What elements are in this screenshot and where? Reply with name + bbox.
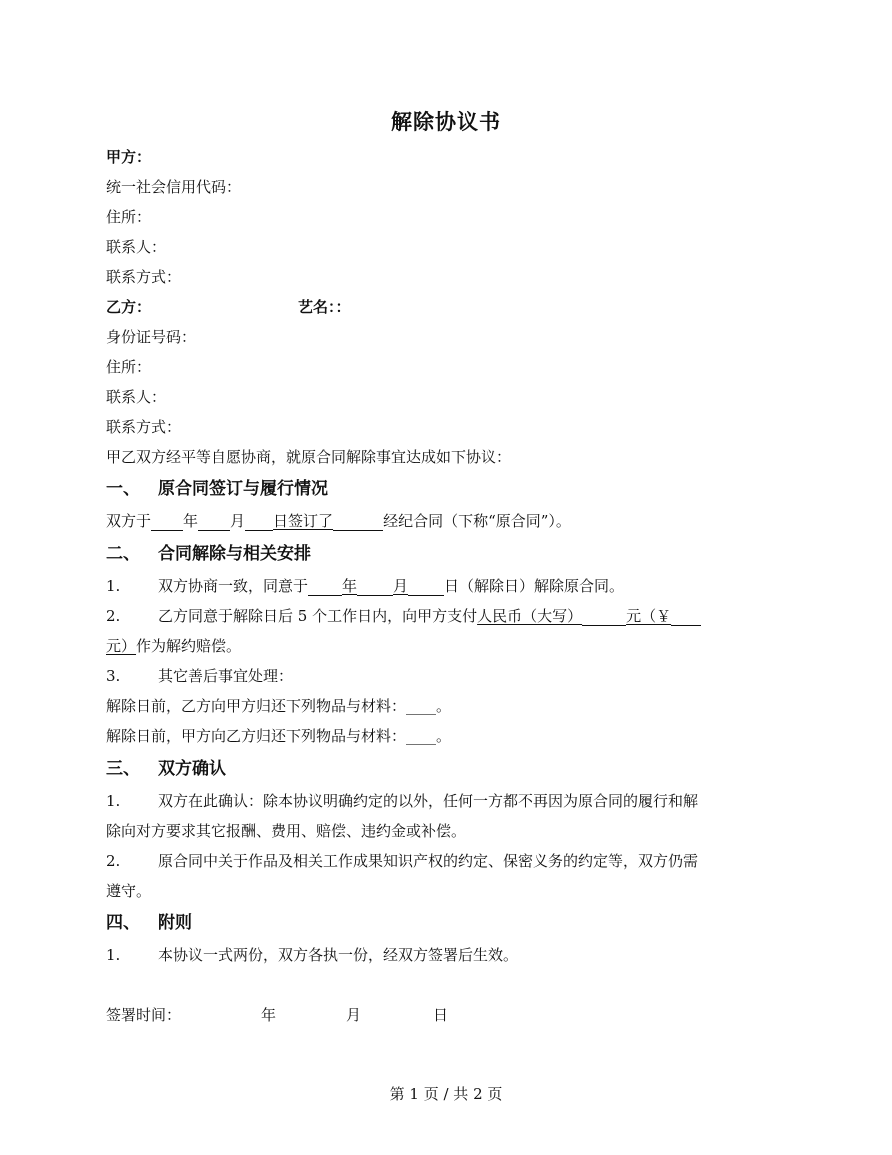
section-1-heading (106, 478, 328, 500)
party-a-label: 甲方： (106, 148, 152, 166)
item-number: 1. (106, 946, 121, 964)
section-4-item-1 (106, 945, 518, 965)
section-2-item-3 (106, 666, 293, 686)
party-a-contact-person: 联系人： (106, 238, 167, 256)
section-4-title: 附则 (158, 913, 192, 933)
text-fragment: 年 (183, 512, 199, 530)
blank-underline (333, 514, 383, 531)
item-number: 1. (106, 577, 121, 595)
section-2-return-line-1: 解除日前，乙方向甲方归还下列物品与材料：____。 (106, 697, 452, 715)
page-footer: 第 1 页 / 共 2 页 (389, 1085, 503, 1103)
party-a-credit-code: 统一社会信用代码： (106, 178, 242, 196)
party-b-address: 住所： (106, 358, 152, 376)
party-b-contact-info: 联系方式： (106, 418, 182, 436)
party-b-label: 乙方： (106, 298, 152, 316)
section-2-item-1 (106, 576, 624, 596)
section-2-title: 合同解除与相关安排 (158, 544, 311, 564)
blank-underline (408, 579, 444, 596)
text-fragment: 乙方同意于解除日后 5 个工作日内，向甲方支付 (158, 607, 478, 625)
item-number: 3. (106, 667, 121, 685)
signing-month: 月 (346, 1006, 362, 1024)
text-fragment: 人民币（大写） (477, 607, 583, 625)
text-fragment: 其它善后事宜处理： (158, 667, 294, 685)
party-b-stage-name: 艺名：： (298, 298, 351, 316)
blank-underline (582, 609, 626, 626)
signing-date-row (106, 1005, 448, 1025)
signing-date-label: 签署时间： (106, 1006, 182, 1024)
item-number: 2. (106, 607, 121, 625)
signing-day: 日 (433, 1006, 449, 1024)
text-fragment: 经纪合同（下称“原合同”）。 (383, 512, 571, 530)
section-2-return-line-2: 解除日前，甲方向乙方归还下列物品与材料：____。 (106, 727, 452, 745)
text-fragment: 原合同中关于作品及相关工作成果知识产权的约定、保密义务的约定等，双方仍需 (158, 852, 699, 870)
party-a-address: 住所： (106, 208, 152, 226)
section-2-item-2 (106, 606, 701, 626)
section-1-title: 原合同签订与履行情况 (158, 479, 328, 499)
text-fragment: 双方在此确认：除本协议明确约定的以外，任何一方都不再因为原合同的履行和解 (158, 792, 699, 810)
party-b-contact-person: 联系人： (106, 388, 167, 406)
section-4-heading (106, 912, 192, 934)
section-3-number: 三、 (106, 759, 140, 779)
text-fragment: 元（￥ (626, 607, 672, 625)
blank-underline (245, 514, 273, 531)
blank-underline (308, 579, 342, 596)
section-3-item-2 (106, 851, 698, 871)
intro-paragraph: 甲乙双方经平等自愿协商，就原合同解除事宜达成如下协议： (106, 448, 512, 466)
item-number: 1. (106, 792, 121, 810)
section-3-heading (106, 758, 226, 780)
text-fragment: 本协议一式两份，双方各执一份，经双方签署后生效。 (158, 946, 519, 964)
blank-underline (198, 514, 230, 531)
text-fragment: 月 (393, 577, 409, 595)
section-3-item-1 (106, 791, 698, 811)
section-1-paragraph (106, 511, 571, 531)
text-fragment: 日（解除日）解除原合同。 (444, 577, 625, 595)
section-3-item-1-continued: 除向对方要求其它报酬、费用、赔偿、违约金或补偿。 (106, 822, 467, 840)
blank-underline (671, 609, 701, 626)
text-fragment: 双方于 (106, 512, 152, 530)
text-fragment: 年 (342, 577, 358, 595)
signing-year: 年 (261, 1006, 277, 1024)
section-3-item-2-continued: 遵守。 (106, 882, 152, 900)
section-1-number: 一、 (106, 479, 140, 499)
item-number: 2. (106, 852, 121, 870)
text-fragment: 元） (106, 637, 137, 655)
section-2-heading (106, 543, 311, 565)
section-2-item-2-continued (106, 636, 241, 656)
party-a-contact-info: 联系方式： (106, 268, 182, 286)
text-fragment: 月 (230, 512, 246, 530)
blank-underline (357, 579, 393, 596)
section-3-title: 双方确认 (158, 759, 226, 779)
section-2-number: 二、 (106, 544, 140, 564)
party-b-id-number: 身份证号码： (106, 328, 197, 346)
text-fragment: 作为解约赔偿。 (136, 637, 242, 655)
section-4-number: 四、 (106, 913, 140, 933)
text-fragment: 日签订了 (273, 512, 334, 530)
document-title: 解除协议书 (391, 109, 501, 134)
blank-underline (151, 514, 183, 531)
text-fragment: 双方协商一致，同意于 (158, 577, 309, 595)
